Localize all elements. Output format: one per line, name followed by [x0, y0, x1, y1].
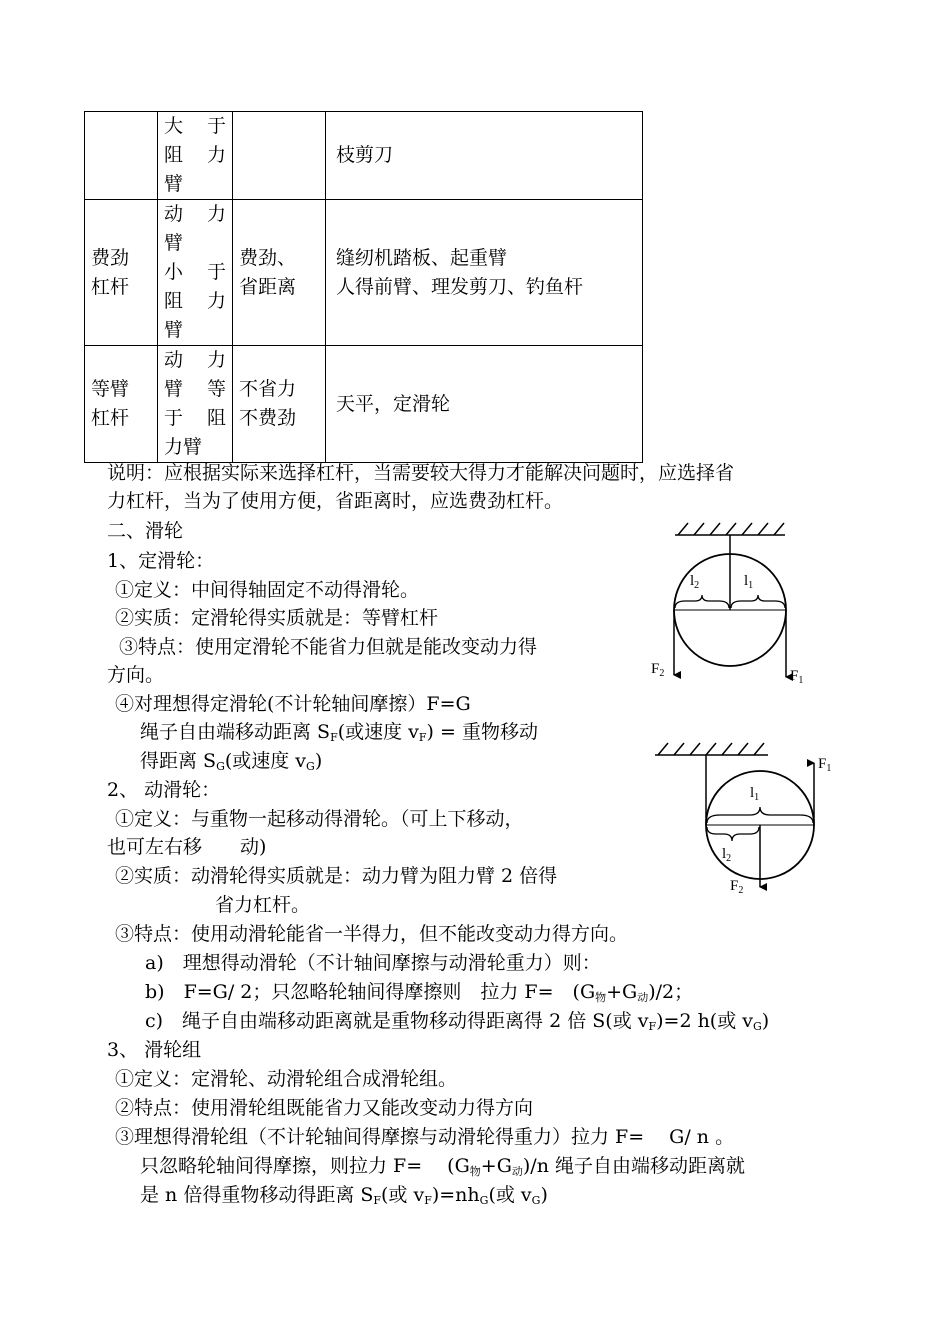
cell-line: 动 力	[164, 349, 226, 371]
movable-pulley-feature: ③特点：使用动滑轮能省一半得力，但不能改变动力得方向。	[115, 923, 629, 945]
text-run: c) 绳子自由端移动距离就是重物移动得距离得 2 倍 S(或 v	[145, 1010, 649, 1032]
text-run: )=nh	[431, 1184, 480, 1206]
table-cell-type: 等臂 杠杆	[85, 346, 158, 463]
pulley-block-ideal: ③理想得滑轮组（不计轮轴间得摩擦与动滑轮得重力）拉力 F= G/ n 。	[115, 1126, 735, 1148]
table-cell-examples	[326, 112, 643, 200]
subscript: G	[306, 760, 315, 773]
subscript: G	[531, 1194, 541, 1207]
subscript: 动	[511, 1165, 523, 1178]
movable-pulley-item-a: a) 理想得动滑轮（不计轴间摩擦与动滑轮重力）则：	[145, 952, 601, 974]
movable-pulley-item-c	[145, 1007, 769, 1041]
text-run: (或速度 v	[337, 721, 419, 743]
lever-table	[84, 111, 643, 463]
fixed-pulley-essence: ②实质：定滑轮得实质就是：等臂杠杆	[115, 607, 439, 629]
label-f2: $F_2$	[651, 661, 665, 679]
fixed-pulley-diagram	[640, 515, 810, 690]
subscript: F	[373, 1194, 382, 1207]
label-f1: $F_1$	[790, 668, 804, 686]
cell-line: 小于	[164, 261, 226, 283]
text-run: b) F=G/ 2；只忽略轮轴间得摩擦则 拉力 F= (G	[145, 981, 596, 1003]
table-cell-type: 费劲 杠杆	[85, 200, 158, 346]
text-run: +G	[606, 981, 638, 1003]
text-run: (或 v	[381, 1184, 425, 1206]
text-run: )	[761, 1010, 770, 1032]
cell-line: 于 阻	[164, 407, 226, 429]
brace-l2	[675, 595, 729, 608]
pulley-block-distance	[140, 1181, 548, 1215]
note-line-1: 说明：应根据实际来选择杠杆，当需要较大得力才能解决问题时，应选择省	[107, 462, 735, 484]
label-l1: $l_1$	[750, 785, 760, 803]
text-run: )	[540, 1184, 548, 1206]
table-row	[85, 346, 643, 463]
text-run: )/2；	[648, 981, 694, 1003]
table-cell-condition	[158, 200, 233, 346]
table-row	[85, 112, 643, 200]
cell-line: 臂	[164, 232, 184, 254]
table-cell-feature: 不省力 不费劲	[233, 346, 326, 463]
fixed-pulley-feature-cont: 方向。	[107, 664, 165, 686]
brace-l2	[707, 827, 759, 841]
table-cell-feature	[233, 112, 326, 200]
text-run: 只忽略轮轴间得摩擦，则拉力 F= (G	[140, 1155, 470, 1177]
label-l2: $l_2$	[722, 846, 732, 864]
subscript: 物	[595, 991, 607, 1004]
section-heading-pulley: 二、滑轮	[107, 520, 184, 542]
text-run: ) = 重物移动	[426, 721, 538, 743]
cell-line: 天平，定滑轮	[336, 392, 451, 415]
subscript: F	[424, 1194, 432, 1207]
table-cell-type	[85, 112, 158, 200]
table-cell-condition	[158, 346, 233, 463]
cell-line: 动 力	[164, 203, 226, 225]
subscript: F	[648, 1020, 657, 1033]
fixed-pulley-ideal: ④对理想得定滑轮(不计轮轴间摩擦）F=G	[115, 693, 471, 715]
subscript: 动	[637, 991, 649, 1004]
subsection-movable-pulley: 2、 动滑轮：	[107, 779, 221, 801]
movable-pulley-essence-cont: 省力杠杆。	[215, 894, 311, 916]
subscript: F	[330, 731, 338, 744]
text-run: 得距离 S	[140, 750, 217, 772]
movable-pulley-definition-cont: 也可左右移 动)	[107, 836, 267, 858]
text-run: +G	[480, 1155, 512, 1177]
subscript: F	[418, 731, 427, 744]
movable-pulley-definition: ①定义：与重物一起移动得滑轮。（可上下移动，	[115, 808, 524, 830]
label-l2: $l_2$	[690, 573, 700, 591]
text-run: 绳子自由端移动距离 S	[140, 721, 331, 743]
subsection-fixed-pulley: 1、定滑轮：	[107, 550, 215, 572]
table-cell-feature: 费劲、 省距离	[233, 200, 326, 346]
text-run: )/n 绳子自由端移动距离就	[522, 1155, 745, 1177]
subscript: G	[216, 760, 225, 773]
table-row	[85, 200, 643, 346]
cell-line: 臂	[164, 319, 184, 341]
brace-l1	[731, 595, 785, 608]
label-f2: $F_2$	[730, 878, 744, 896]
table-cell-examples	[326, 346, 643, 463]
subscript: G	[479, 1194, 489, 1207]
text-run: )=2 h(或 v	[656, 1010, 753, 1032]
text-run: 是 n 倍得重物移动得距离 S	[140, 1184, 374, 1206]
note-line-2: 力杠杆，当为了使用方便，省距离时，应选费劲杠杆。	[107, 490, 564, 512]
cell-line: 阻 力	[164, 144, 226, 166]
text-run: )	[314, 750, 323, 772]
movable-pulley-essence: ②实质：动滑轮得实质就是：动力臂为阻力臂 2 倍得	[115, 865, 558, 887]
movable-pulley-diagram	[650, 735, 840, 900]
cell-line: 臂 等	[164, 378, 226, 400]
cell-line: 大于	[164, 115, 226, 137]
label-l1: $l_1$	[744, 573, 754, 591]
fixed-pulley-feature: ③特点：使用定滑轮不能省力但就是能改变动力得	[119, 636, 538, 658]
text-run: (或速度 v	[224, 750, 307, 772]
fixed-pulley-definition: ①定义：中间得轴固定不动得滑轮。	[115, 579, 420, 601]
ceiling-hatch	[675, 523, 785, 535]
text-run: (或 v	[488, 1184, 532, 1206]
subscript: 物	[469, 1165, 481, 1178]
table-cell-condition	[158, 112, 233, 200]
ceiling-hatch	[655, 743, 768, 755]
cell-line: 力臂	[164, 436, 203, 458]
pulley-block-feature: ②特点：使用滑轮组既能省力又能改变动力得方向	[115, 1097, 534, 1119]
subscript: G	[753, 1020, 762, 1033]
cell-line: 臂	[164, 173, 184, 195]
cell-line: 枝剪刀	[336, 144, 394, 166]
cell-line: 阻 力	[164, 290, 226, 312]
pulley-block-definition: ①定义：定滑轮、动滑轮组合成滑轮组。	[115, 1068, 458, 1090]
brace-l1	[707, 807, 813, 823]
label-f1: $F_1$	[818, 756, 832, 774]
cell-line: 缝纫机踏板、起重臂	[336, 246, 508, 269]
cell-line: 人得前臂、理发剪刀、钓鱼杆	[336, 275, 584, 298]
subsection-pulley-block: 3、 滑轮组	[107, 1039, 202, 1061]
table-cell-examples	[326, 200, 643, 346]
